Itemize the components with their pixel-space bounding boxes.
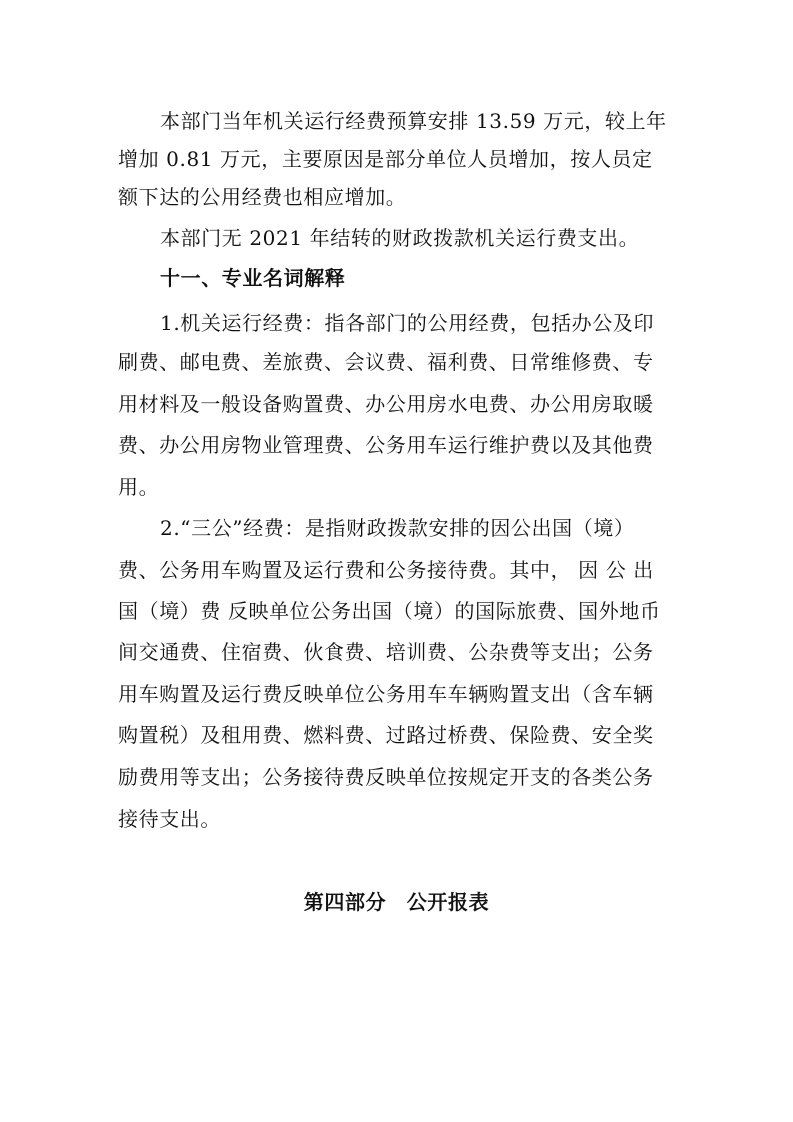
definition-2-line-5: 用车购置及运行费反映单位公务用车车辆购置支出（含车辆 [118, 682, 654, 706]
definition-1-line-5: 用。 [118, 475, 160, 499]
paragraph-1-line-1: 本部门当年机关运行经费预算安排 13.59 万元，较上年 [160, 109, 667, 133]
definition-2-line-2: 费、公务用车购置及运行费和公务接待费。其中， 因 公 出 [118, 558, 654, 582]
definition-2-line-8: 接待支出。 [118, 807, 221, 831]
definition-1-line-3: 用材料及一般设备购置费、办公用房水电费、办公用房取暖 [118, 392, 654, 416]
definition-2-line-4: 间交通费、住宿费、伙食费、培训费、公杂费等支出；公务 [118, 640, 654, 664]
section-heading: 十一、专业名词解释 [160, 266, 346, 290]
definition-2-line-1: 2.“三公”经费：是指财政拨款安排的因公出国（境） [160, 516, 635, 540]
paragraph-2-line-1: 本部门无 2021 年结转的财政拨款机关运行费支出。 [160, 226, 640, 250]
definition-2-line-3: 国（境）费 反映单位公务出国（境）的国际旅费、国外地币 [118, 599, 661, 623]
definition-2-line-6: 购置税）及租用费、燃料费、过路过桥费、保险费、安全奖 [118, 723, 654, 747]
definition-1-line-4: 费、办公用房物业管理费、公务用车运行维护费以及其他费 [118, 433, 654, 457]
paragraph-1-line-3: 额下达的公用经费也相应增加。 [118, 185, 407, 209]
part-title: 第四部分 公开报表 [303, 890, 490, 914]
definition-1-line-1: 1.机关运行经费：指各部门的公用经费，包括办公及印 [160, 311, 655, 335]
paragraph-1-line-2: 增加 0.81 万元，主要原因是部分单位人员增加，按人员定 [118, 147, 653, 171]
definition-1-line-2: 刷费、邮电费、差旅费、会议费、福利费、日常维修费、专 [118, 350, 654, 374]
definition-2-line-7: 励费用等支出；公务接待费反映单位按规定开支的各类公务 [118, 765, 654, 789]
